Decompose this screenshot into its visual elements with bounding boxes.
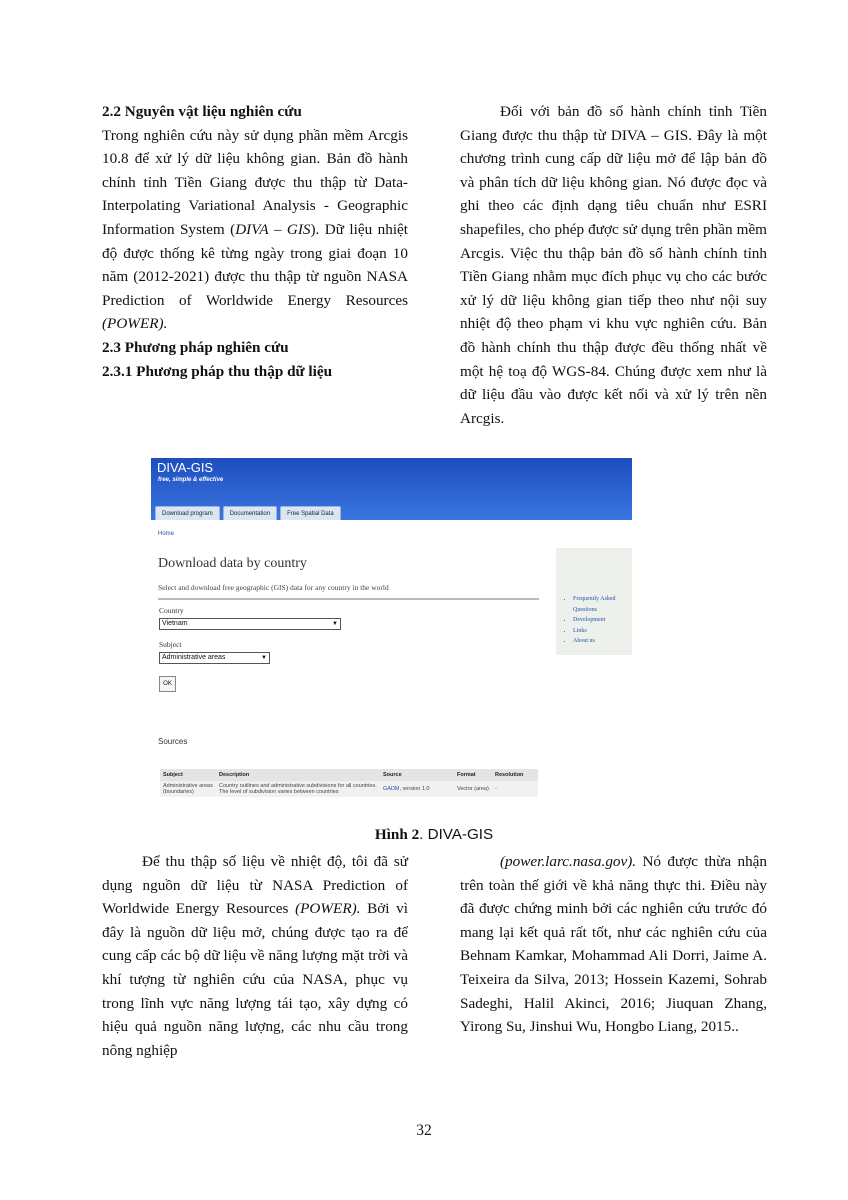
figure-caption <box>0 826 848 844</box>
site-title: DIVA-GIS <box>157 460 214 475</box>
cell-resolution: - <box>492 781 538 797</box>
cell-format: Vector (area) <box>454 781 492 797</box>
diva-gis-paragraph: Đối với bản đồ số hành chính tỉnh Tiền Giang được thu thập từ DIVA – GIS. Đây là một chương trình cung cấp dữ liệu mở để lập bản đồ và phân tích dữ liệu không gian. Nó được đọc và ghi theo các định dạng tiêu chuẩn như ESRI shapefiles, cho phép được sử dụng trên phần mềm Arcgis. Việc thu thập bản đồ số hành chính tỉnh Tiền Giang nhằm mục đích phục vụ cho các bước xử lý dữ liệu không gian tiếp theo như nội suy nhiệt độ theo phạm vi khu vực nghiên cứu. Bản đồ hành chính thu thập được đều thống nhất về một hệ toạ độ WGS-84. Chúng được xem như là dữ liệu đầu vào được kết nối và xử lý trên nền Arcgis. <box>460 103 767 427</box>
sources-heading: Sources <box>158 737 188 746</box>
subject-label: Subject <box>159 640 182 649</box>
sidebar-links <box>556 594 632 647</box>
materials-text-2: ). Dữ liệu nhiệt độ được thống kê từng ngày trong giai đoạn 10 năm (2012-2021) được thu thập từ nguồn NASA Prediction of Worldwide Energy Resources <box>102 220 408 309</box>
power-text-2: Bởi vì đây là nguồn dữ liệu mở, chúng được tạo ra để cung cấp các bộ dữ liệu về năng lượng mặt trời và khí tượng từ nghiên cứu của NASA, phục vụ trong lĩnh vực năng lượng tái tạo, xây dựng có hiệu quả nguồn năng lượng, các nhu cầu trong nông nghiệp <box>102 900 408 1059</box>
sidebar-link-faq[interactable]: • Frequently Asked Questions <box>573 594 632 615</box>
power-continued-paragraph <box>460 850 767 1039</box>
sidebar-link-development[interactable]: • Development <box>573 615 632 626</box>
figure-caption-text: . DIVA-GIS <box>419 826 494 843</box>
site-tagline: free, simple & effective <box>158 477 224 483</box>
tab-free-spatial-data[interactable]: Free Spatial Data <box>280 506 341 520</box>
materials-text-power: (POWER). <box>102 315 168 333</box>
figure-caption-label: Hình 2 <box>374 826 420 843</box>
section-heading-methods: 2.3 Phương pháp nghiên cứu <box>102 338 289 356</box>
power-paragraph <box>102 850 408 1062</box>
cell-subject: Administrative areas (boundaries) <box>160 781 216 797</box>
page-title: Download data by country <box>158 556 307 571</box>
col-header-description: Description <box>216 769 380 781</box>
gadm-version: , version 1.0 <box>399 786 430 792</box>
cell-source <box>380 781 454 797</box>
right-column-top <box>460 100 767 430</box>
chevron-down-icon: ▼ <box>332 621 338 627</box>
section-heading-materials: 2.2 Nguyên vật liệu nghiên cứu <box>102 103 302 120</box>
power-continued-text: Nó được thừa nhận trên toàn thế giới về khả năng thực thi. Điều này đã được chứng minh bởi các nghiên cứu trước đó mang lại kết quả rất tốt, như các nghiên cứu của Behnam Kamkar, Mohammad Ali Dorri, Jaime A. Teixeira da Silva, 2013; Hossein Kazemi, Sohrab Sadeghi, Halil Akinci, 2016; Jiuquan Zhang, Yirong Su, Jinshui Wu, Hongbo Liang, 2015.. <box>460 853 767 1036</box>
subject-select-value: Administrative areas <box>162 654 226 661</box>
materials-text-1: Trong nghiên cứu này sử dụng phần mềm Arcgis 10.8 để xử lý dữ liệu không gian. Bản đồ hành chính tỉnh Tiền Giang được thu thập từ Data-Interpolating Variational Analysis - Geographic Information System ( <box>102 126 408 238</box>
right-column-bottom <box>460 850 767 1039</box>
ok-button[interactable]: OK <box>159 676 176 692</box>
country-select-value: Vietnam <box>162 620 188 627</box>
sources-table <box>160 769 538 797</box>
diva-gis-screenshot <box>151 458 632 825</box>
page-number: 32 <box>416 1122 432 1139</box>
gadm-link[interactable]: GADM <box>383 786 400 792</box>
power-text-1: Để thu thập số liệu về nhiệt độ, tôi đã sử dụng nguồn dữ liệu từ NASA Prediction of Worldwide Energy Resources <box>102 853 408 918</box>
tab-documentation[interactable]: Documentation <box>223 506 277 520</box>
sidebar-link-about[interactable]: • About us <box>573 636 632 647</box>
page-subtitle: Select and download free geographic (GIS) data for any country in the world <box>158 583 389 592</box>
section-heading-collection: 2.3.1 Phương pháp thu thập dữ liệu <box>102 362 333 380</box>
country-label: Country <box>159 606 184 615</box>
materials-paragraph <box>102 124 408 336</box>
power-text-power: (POWER). <box>295 900 361 918</box>
power-url: (power.larc.nasa.gov). <box>500 853 637 870</box>
site-header <box>151 458 632 520</box>
sidebar-links-panel <box>556 548 632 655</box>
subject-select[interactable] <box>159 652 270 664</box>
nav-tabs <box>155 506 341 520</box>
col-header-format: Format <box>454 769 492 781</box>
col-header-resolution: Resolution <box>492 769 538 781</box>
col-header-subject: Subject <box>160 769 216 781</box>
materials-text-diva: DIVA – GIS <box>235 220 311 238</box>
country-select[interactable] <box>159 618 341 630</box>
sidebar-link-links[interactable]: • Links <box>573 626 632 637</box>
divider <box>158 598 539 600</box>
cell-description: Country outlines and administrative subdivisions for all countries. The level of subdivision varies between countries <box>216 781 380 797</box>
table-row <box>160 781 538 797</box>
breadcrumb-home-link[interactable]: Home <box>158 531 175 537</box>
table-header-row <box>160 769 538 781</box>
col-header-source: Source <box>380 769 454 781</box>
chevron-down-icon: ▼ <box>261 655 267 661</box>
left-column-top <box>102 100 408 383</box>
left-column-bottom <box>102 850 408 1062</box>
tab-download-program[interactable]: Download program <box>155 506 220 520</box>
